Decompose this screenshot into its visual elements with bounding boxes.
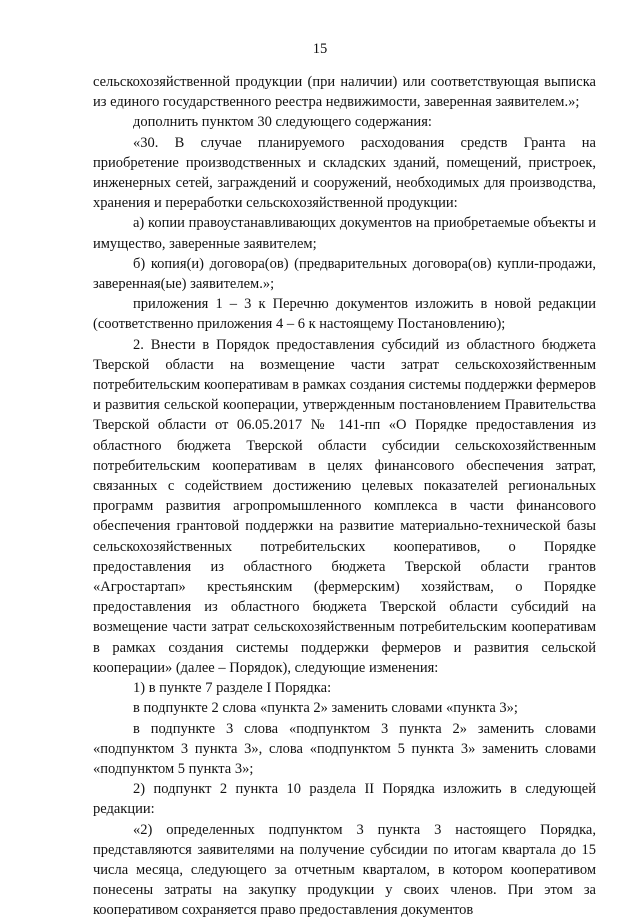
paragraph: б) копия(и) договора(ов) (предварительных договора(ов) купли-продажи, заверенная(ые) заявителем.»;	[93, 255, 596, 293]
paragraph: «2) определенных подпунктом 3 пункта 3 настоящего Порядка, представляются заявителями на получение субсидии по итогам квартала до 15 числа месяца, следующего за отчетным кварталом, в котором кооперативом понесены затраты на закупку продукции у своих членов. При этом за кооперативом сохраняется право предоставления документов	[93, 821, 596, 919]
paragraph: дополнить пунктом 30 следующего содержания:	[133, 114, 432, 131]
paragraph: 2) подпункт 2 пункта 10 раздела II Порядка изложить в следующей редакции:	[93, 781, 596, 818]
paragraph: «30. В случае планируемого расходования средств Гранта на приобретение производственных и складских зданий, помещений, пристроек, инженерных сетей, заграждений и сооружений, необходимых для производства, хранения и переработки сельскохозяйственной продукции:	[93, 134, 596, 212]
page-number: 15	[312, 41, 328, 57]
paragraph: в подпункте 3 слова «подпунктом 3 пункта 2» заменить словами «подпунктом 3 пункта 3», слова «подпунктом 5 пункта 3» заменить словами «подпунктом 5 пункта 3»;	[93, 720, 596, 777]
paragraph: приложения 1 – 3 к Перечню документов изложить в новой редакции (соответственно приложения 4 – 6 к настоящему Постановлению);	[93, 296, 596, 333]
paragraph: а) копии правоустанавливающих документов на приобретаемые объекты и имущество, заверенные заявителем;	[93, 215, 596, 252]
paragraph: сельскохозяйственной продукции (при наличии) или соответствующая выписка из единого государственного реестра недвижимости, заверенная заявителем.»;	[93, 74, 596, 111]
document-body	[93, 72, 596, 921]
paragraph: 2. Внести в Порядок предоставления субсидий из областного бюджета Тверской области на возмещение части затрат сельскохозяйственным потребительским кооперативам в рамках создания системы поддержки фермеров и развития сельской кооперации, утвержденным постановлением Правительства Тверской области от 06.05.2017 № 141-пп «О Порядке предоставления из областного бюджета Тверской области субсидии сельскохозяйственным потребительским кооперативам в целях финансового обеспечения затрат, связанных с содействием достижению целевых показателей региональных программ развития агропромышленного комплекса в части финансового обеспечения грантовой поддержки на развитие материально-технической базы сельскохозяйственных потребительских кооперативов, о Порядке предоставления из областного бюджета Тверской области грантов «Агростартап» крестьянским (фермерским) хозяйствам, о Порядке предоставления из областного бюджета Тверской области субсидий на возмещение части затрат сельскохозяйственным потребительским кооперативам в рамках создания системы поддержки фермеров и развития сельской кооперации» (далее – Порядок), следующие изменения:	[93, 336, 596, 676]
paragraph: 1) в пункте 7 разделе I Порядка:	[133, 680, 332, 697]
paragraph: в подпункте 2 слова «пункта 2» заменить словами «пункта 3»;	[133, 700, 518, 717]
